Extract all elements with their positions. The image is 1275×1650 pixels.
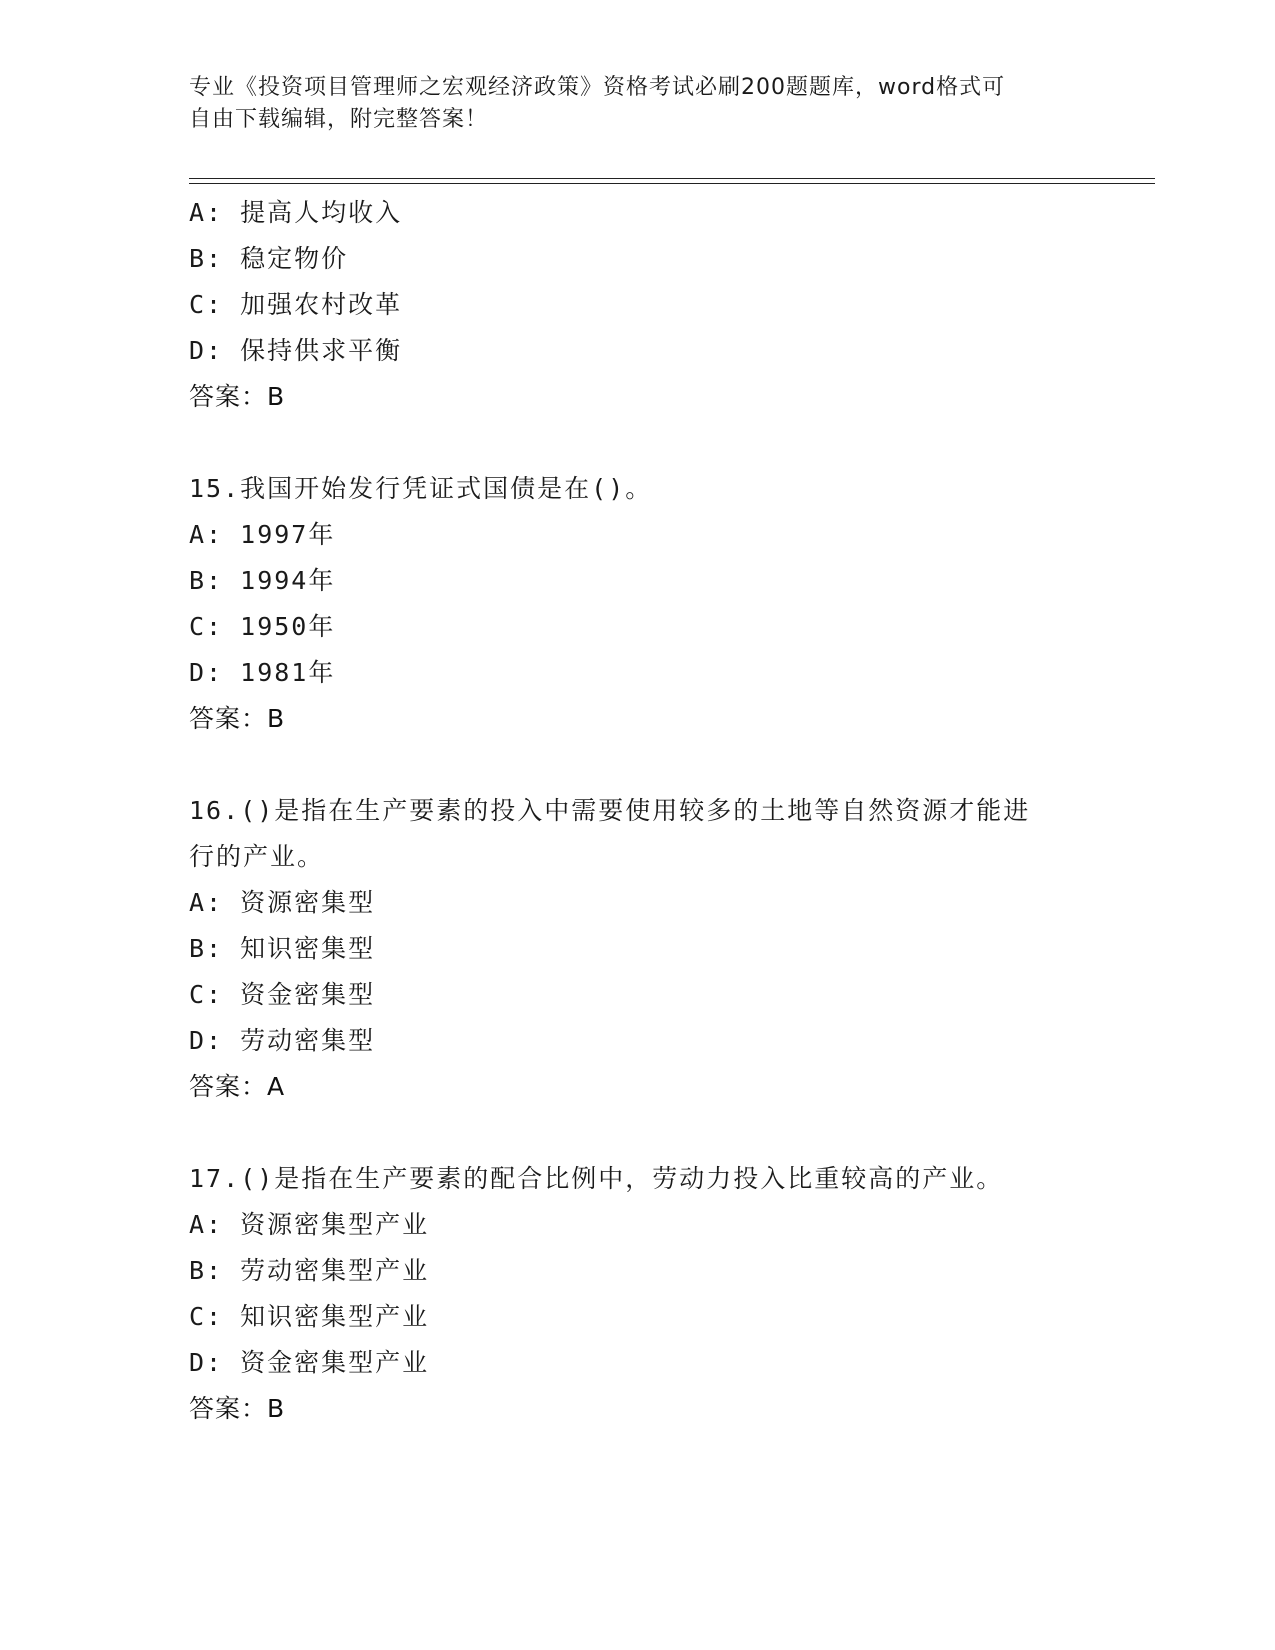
option-b: B: 1994年 (189, 566, 336, 595)
option-a: A: 提高人均收入 (189, 198, 403, 227)
answer-line: 答案：A (189, 1072, 286, 1101)
header-line-2: 自由下载编辑，附完整答案！ (189, 107, 489, 132)
option-d: D: 1981年 (189, 658, 336, 687)
question-spacer (189, 420, 1139, 466)
option-c: C: 加强农村改革 (189, 290, 403, 319)
answer-line: 答案：B (189, 704, 286, 733)
option-c: C: 知识密集型产业 (189, 1302, 430, 1331)
question-14 (189, 190, 1139, 420)
question-list (189, 190, 1139, 1432)
option-c: C: 资金密集型 (189, 980, 376, 1009)
option-d: D: 资金密集型产业 (189, 1348, 430, 1377)
question-17 (189, 1156, 1139, 1432)
option-c: C: 1950年 (189, 612, 336, 641)
option-b: B: 知识密集型 (189, 934, 376, 963)
question-spacer (189, 1110, 1139, 1156)
question-15 (189, 466, 1139, 742)
option-d: D: 保持供求平衡 (189, 336, 403, 365)
question-spacer (189, 742, 1139, 788)
option-b: B: 劳动密集型产业 (189, 1256, 430, 1285)
answer-line: 答案：B (189, 1394, 286, 1423)
header-divider-bottom (189, 183, 1155, 184)
question-stem: 17.()是指在生产要素的配合比例中，劳动力投入比重较高的产业。 (189, 1164, 1004, 1193)
option-a: A: 资源密集型产业 (189, 1210, 430, 1239)
question-stem: 15.我国开始发行凭证式国债是在()。 (189, 474, 653, 503)
option-a: A: 资源密集型 (189, 888, 376, 917)
document-header (189, 72, 1089, 136)
answer-line: 答案：B (189, 382, 286, 411)
option-d: D: 劳动密集型 (189, 1026, 376, 1055)
question-stem-line-1: 16.()是指在生产要素的投入中需要使用较多的土地等自然资源才能进 (189, 796, 1031, 825)
question-stem-line-2: 行的产业。 (189, 842, 325, 871)
header-line-1: 专业《投资项目管理师之宏观经济政策》资格考试必刷200题题库，word格式可 (189, 75, 1006, 100)
option-a: A: 1997年 (189, 520, 336, 549)
question-16 (189, 788, 1139, 1110)
header-divider-top (189, 178, 1155, 179)
option-b: B: 稳定物价 (189, 244, 349, 273)
